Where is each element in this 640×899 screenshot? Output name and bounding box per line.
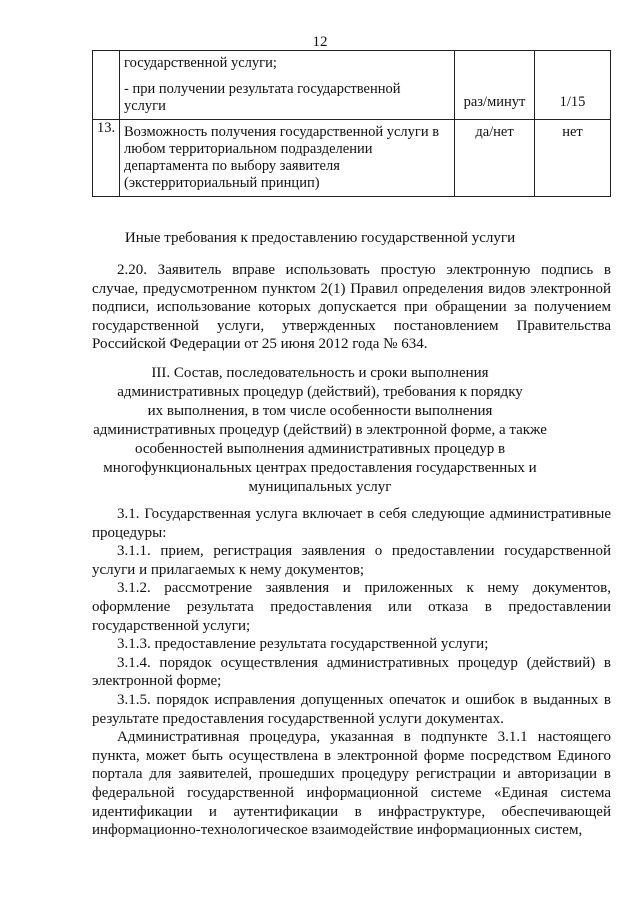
section-procedures-body: [92, 505, 611, 840]
section-title-other-requirements: Иные требования к предоставлению государственной услуги: [124, 230, 516, 246]
title-line: их выполнения, в том числе особенности выполнения: [147, 403, 493, 419]
cell-line: Возможность получения государственной услуги в: [124, 124, 440, 140]
cell-line: [124, 72, 450, 81]
cell-line: департамента по выбору заявителя: [124, 158, 340, 174]
title-line: административных процедур (действий), требования к порядку: [117, 384, 523, 400]
paragraph: 3.1.3. предоставление результата государственной услуги;: [117, 636, 489, 653]
table-row: [93, 120, 611, 197]
row-unit: да/нет: [455, 120, 535, 197]
paragraph: 3.1.5. порядок исправления допущенных опечаток и ошибок в выданных в результате предоставления государственной услуги документах.: [92, 691, 611, 727]
section-other-requirements-body: [92, 261, 611, 354]
title-line: многофункциональных центрах предоставления государственных и: [103, 460, 537, 476]
paragraph: 3.1.2. рассмотрение заявления и приложенных к нему документов, оформление результата предоставления или отказа в предоставлении государственной услуги;: [92, 580, 611, 634]
row-description: [120, 51, 455, 120]
section-title-procedures: [0, 364, 640, 497]
title-line: особенностей выполнения административных процедур в: [134, 441, 506, 457]
paragraph: 3.1. Государственная услуга включает в себя следующие административные процедуры:: [92, 506, 611, 541]
title-line: муниципальных услуг: [248, 479, 392, 495]
cell-line: - при получении результата государственной: [124, 81, 401, 97]
row-number: [93, 51, 120, 120]
paragraph: 2.20. Заявитель вправе использовать простую электронную подпись в случае, предусмотренном пунктом 2(1) Правил определения видов электронной подписи, использование которых допускается при обращении за получением государственной услуги, утвержденных постановлением Правительства Российской Федерации от 25 июня 2012 года № 634.: [92, 262, 611, 353]
row-unit: [455, 51, 535, 120]
cell-line: любом территориальном подразделении: [124, 141, 373, 157]
page-number: 12: [312, 34, 328, 50]
cell-line: услуги: [124, 98, 166, 114]
table-row: [93, 51, 611, 120]
paragraph: 3.1.1. прием, регистрация заявления о предоставлении государственной услуги и прилагаемых к нему документов;: [92, 543, 611, 578]
requirements-table: [92, 50, 611, 197]
row-number: 13.: [93, 120, 120, 197]
row-value: нет: [535, 120, 611, 197]
unit-text: раз/минут: [463, 94, 526, 110]
cell-line: (экстерриториальный принцип): [124, 175, 320, 191]
paragraph: 3.1.4. порядок осуществления административных процедур (действий) в электронной форме;: [92, 654, 611, 690]
cell-line: государственной услуги;: [124, 55, 277, 71]
row-value: [535, 51, 611, 120]
row-description: [120, 120, 455, 197]
title-line: административных процедур (действий) в электронной форме, а также: [93, 422, 547, 438]
paragraph: Административная процедура, указанная в подпункте 3.1.1 настоящего пункта, может быть осуществлена в электронной форме посредством Единого портала для заявителей, прошедших процедуру регистрации и авторизации в федеральной государственной информационной системе «Единая система идентификации и аутентификации в инфраструктуре, обеспечивающей информационно-технологическое взаимодействие информационных систем,: [92, 729, 611, 839]
value-text: 1/15: [559, 94, 586, 110]
title-line: III. Состав, последовательность и сроки выполнения: [151, 365, 489, 381]
